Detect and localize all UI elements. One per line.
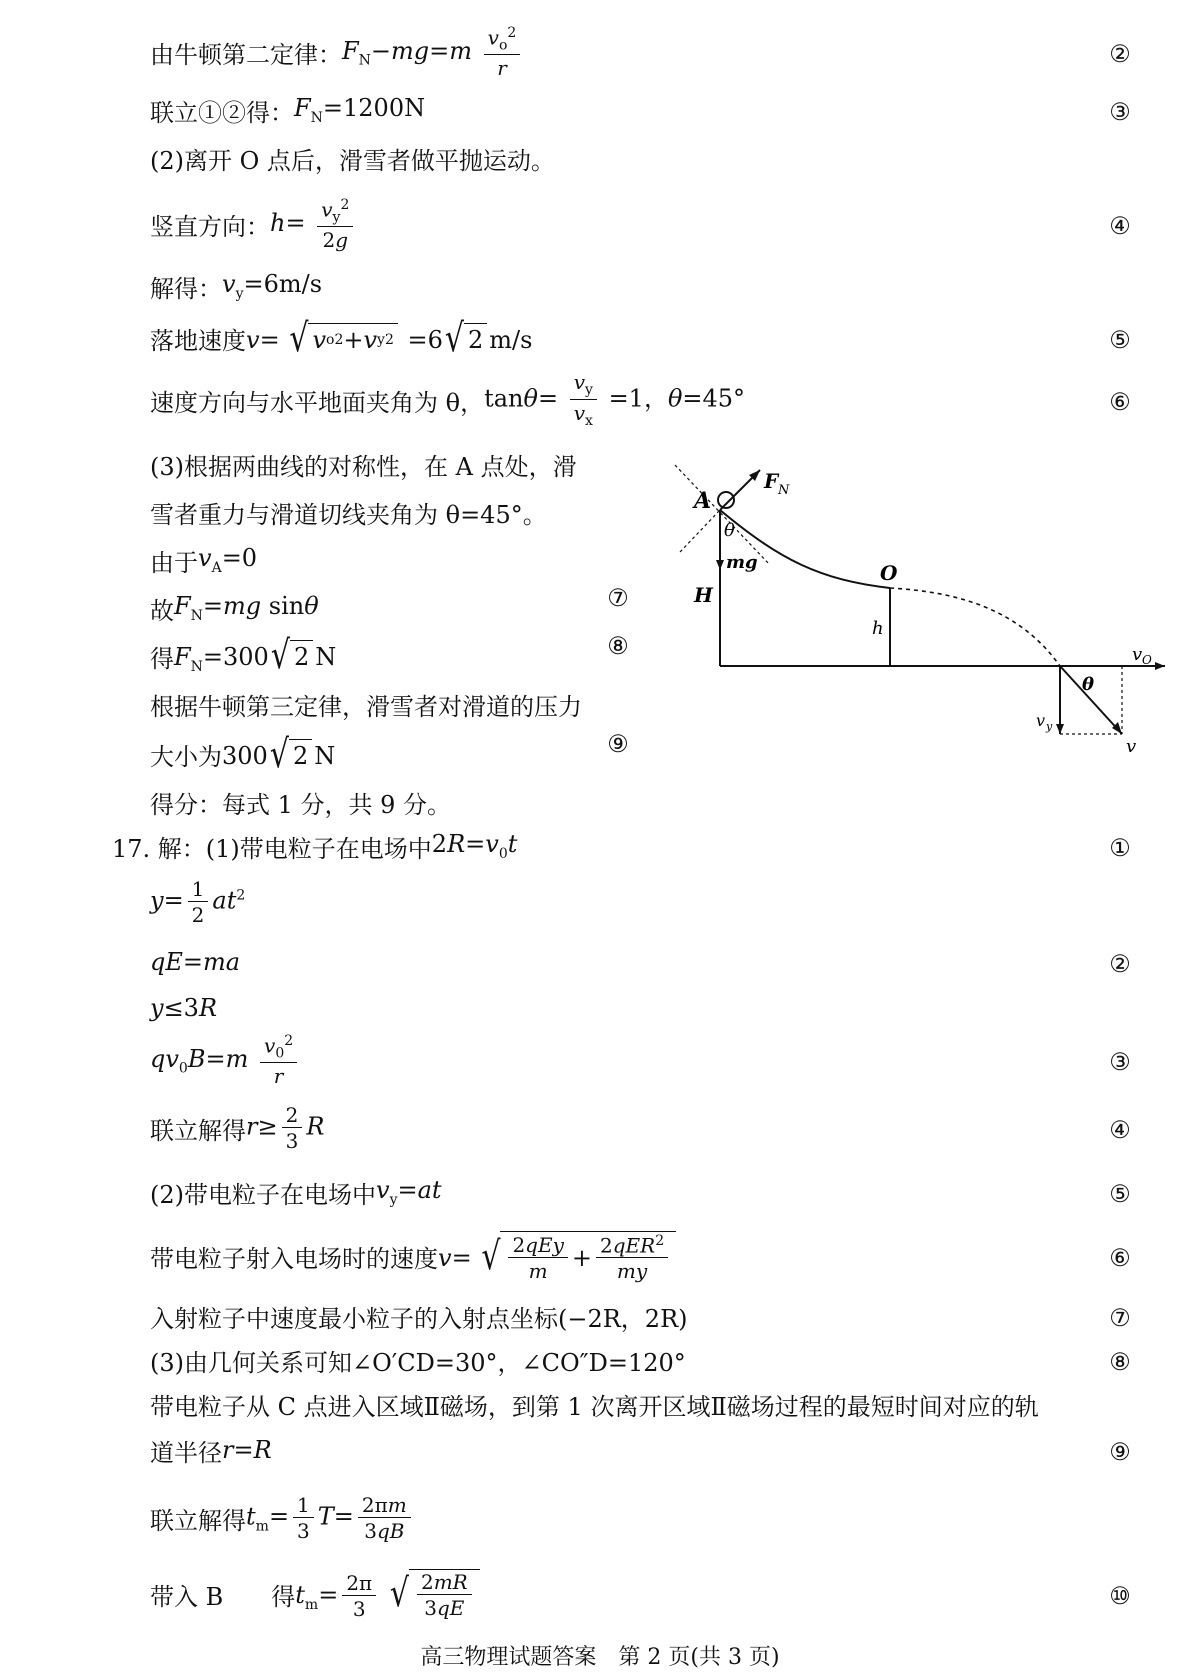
line-label: 带入 B 得 — [150, 1582, 296, 1611]
equation-entry-speed — [150, 1232, 678, 1284]
equation-angle — [150, 370, 746, 429]
line-label: 大小为 — [150, 742, 222, 771]
formula: $F_N=1200N$ — [294, 94, 426, 126]
formula: $t_m=$ $\frac{1}{3}$ T= $\frac{2\pi m}{3qB}$ — [246, 1495, 415, 1541]
label-vy: v — [1036, 711, 1046, 730]
line-label: 道半径 — [150, 1438, 222, 1467]
text-line — [150, 440, 577, 488]
normal-line — [680, 510, 720, 552]
page-footer: 高三物理试题答案 第 2 页(共 3 页) — [420, 1645, 780, 1670]
text-line — [150, 1380, 1039, 1428]
label-theta-landing: θ — [1082, 674, 1095, 695]
slope-curve — [720, 510, 890, 588]
equation-number: ⑧ — [607, 632, 629, 660]
vy-arrowhead — [1056, 724, 1064, 734]
equation-newton-second — [150, 24, 524, 81]
equation-tm — [150, 1494, 415, 1542]
line-label: 入射粒子中速度最小粒子的入射点坐标(−2R，2R) — [150, 1304, 688, 1333]
equation-fn-sin — [150, 584, 319, 632]
line-label: 落地速度 — [150, 326, 246, 355]
line-label: 得分：每式 1 分，共 9 分。 — [150, 790, 452, 819]
label-v: v — [1126, 736, 1137, 757]
label-FN: F — [764, 469, 779, 493]
text-line — [150, 1292, 688, 1340]
line-label: (3)根据两曲线的对称性，在 A 点处，滑 — [150, 452, 577, 481]
formula: v= √ v o 2 + v y 2 =6 √ 2 m/s — [246, 315, 533, 361]
line-label: 由于 — [150, 548, 198, 577]
formula: r=R — [222, 1436, 272, 1464]
result-fn — [150, 86, 425, 134]
label-v0-sub: O — [1142, 653, 1152, 667]
label-A: A — [694, 488, 712, 514]
formula: $F_N=300$ √ 2 N — [174, 632, 337, 678]
label-vy-sub: y — [1046, 720, 1053, 733]
equation-number: ⑥ — [1109, 388, 1131, 416]
line-label: 速度方向与水平地面夹角为 θ， — [150, 388, 485, 417]
formula: $v_y=at$ — [376, 1176, 442, 1208]
equation-fn-value — [150, 632, 336, 680]
formula: $2R=v_0t$ — [431, 830, 518, 862]
line-label: 带电粒子从 C 点进入区域Ⅱ磁场，到第 1 次离开区域Ⅱ磁场过程的最短时间对应的轨 — [150, 1392, 1039, 1421]
line-label: 故 — [150, 596, 174, 625]
line-label: 带电粒子射入电场时的速度 — [150, 1244, 438, 1273]
label-h: h — [872, 618, 884, 639]
text-line — [150, 134, 555, 182]
trajectory-dashed — [890, 588, 1060, 666]
line-label: 竖直方向： — [150, 212, 270, 241]
result-vy — [150, 262, 322, 310]
text-line — [150, 1336, 686, 1384]
line-label: 雪者重力与滑道切线夹角为 θ=45°。 — [150, 500, 547, 529]
skier-icon — [718, 492, 734, 508]
formula: r≥ $\frac{2}{3}$ R — [246, 1103, 325, 1153]
equation-vy-at — [150, 1168, 442, 1216]
v0-arrowhead — [1155, 662, 1165, 670]
equation-number: ① — [1109, 834, 1131, 862]
line-label: 联立解得 — [150, 1116, 246, 1145]
label-theta-A: θ — [724, 520, 735, 541]
line-label: (2)带电粒子在电场中 — [150, 1180, 376, 1209]
equation-number: ⑨ — [607, 730, 629, 758]
label-H: H — [694, 583, 713, 607]
ski-slope-diagram — [660, 460, 1180, 760]
equation-vertical — [150, 196, 357, 253]
formula: y= $\frac{1}{2}$ $at^2$ — [150, 877, 246, 927]
equation-pressure — [150, 730, 335, 778]
label-mg: mg — [726, 552, 758, 573]
equation-number: ④ — [1109, 212, 1131, 240]
formula: h= $\frac{v_y^2}{2g}$ — [270, 198, 357, 251]
formula: $v_A=0$ — [198, 544, 258, 576]
equation-qe — [150, 938, 240, 986]
line-label: (3)由几何关系可知∠O′CD=30°，∠CO″D=120° — [150, 1348, 686, 1377]
equation-number: ② — [1109, 950, 1131, 978]
equation-number: ⑦ — [607, 584, 629, 612]
equation-number: ④ — [1109, 1116, 1131, 1144]
label-O: O — [880, 561, 898, 585]
formula: qE=ma — [150, 948, 241, 976]
line-label: 17. 解：(1)带电粒子在电场中 — [112, 834, 432, 863]
equation-number: ② — [1109, 40, 1131, 68]
formula: tanθ= $\frac{v_y}{v_x}$ =1，θ=45° — [484, 370, 746, 429]
q17-start — [112, 822, 517, 870]
equation-number: ⑩ — [1109, 1582, 1131, 1610]
equation-number: ⑦ — [1109, 1304, 1131, 1332]
equation-y — [150, 878, 245, 926]
equation-r-limit — [150, 1104, 324, 1152]
equation-y-limit — [150, 984, 217, 1032]
text-line — [150, 680, 582, 728]
tangent-line — [675, 465, 770, 565]
equation-number: ⑤ — [1109, 1180, 1131, 1208]
formula: $qv_0B=m$ $\frac{v_0^2}{r}$ — [150, 1034, 301, 1087]
equation-lorentz — [150, 1032, 301, 1089]
line-label: 得 — [150, 644, 174, 673]
equation-number: ⑤ — [1109, 326, 1131, 354]
formula: $F_N-mg=m$ $\frac{v_o^2}{r}$ — [342, 26, 524, 79]
equation-number: ③ — [1109, 1048, 1131, 1076]
label-FN-sub: N — [778, 483, 790, 498]
text-line — [150, 488, 547, 536]
line-label: 联立①②得： — [150, 98, 294, 127]
formula: 300 √ 2 N — [222, 731, 336, 777]
equation-number: ⑨ — [1109, 1438, 1131, 1466]
equation-landing-speed — [150, 314, 532, 362]
formula: y≤3R — [150, 994, 218, 1022]
score-note — [150, 778, 451, 826]
mg-arrowhead — [716, 560, 724, 570]
equation-va — [150, 536, 257, 584]
line-label: 联立解得 — [150, 1506, 246, 1535]
line-label: (2)离开 O 点后，滑雪者做平抛运动。 — [150, 146, 555, 175]
line-label: 解得： — [150, 274, 222, 303]
line-label: 由牛顿第二定律： — [150, 40, 342, 69]
equation-number: ⑥ — [1109, 1244, 1131, 1272]
formula: $t_m=$ $\frac{2\pi}{3}$ √ $\frac{2mR}{3qE}$ — [295, 1569, 481, 1620]
equation-number: ③ — [1109, 98, 1131, 126]
equation-tm-final — [150, 1569, 482, 1622]
formula: $v_y=6m/s$ — [222, 270, 323, 302]
formula: v= √ $\frac{\text{2qEy}}{m}$ + $\frac{2qER^2}{my}$ — [438, 1231, 678, 1282]
line-label: 根据牛顿第三定律，滑雪者对滑道的压力 — [150, 692, 582, 721]
equation-radius — [150, 1426, 272, 1474]
label-v0: v — [1132, 644, 1143, 665]
formula: $F_N=mg$ sinθ — [174, 592, 319, 624]
equation-number: ⑧ — [1109, 1348, 1131, 1376]
